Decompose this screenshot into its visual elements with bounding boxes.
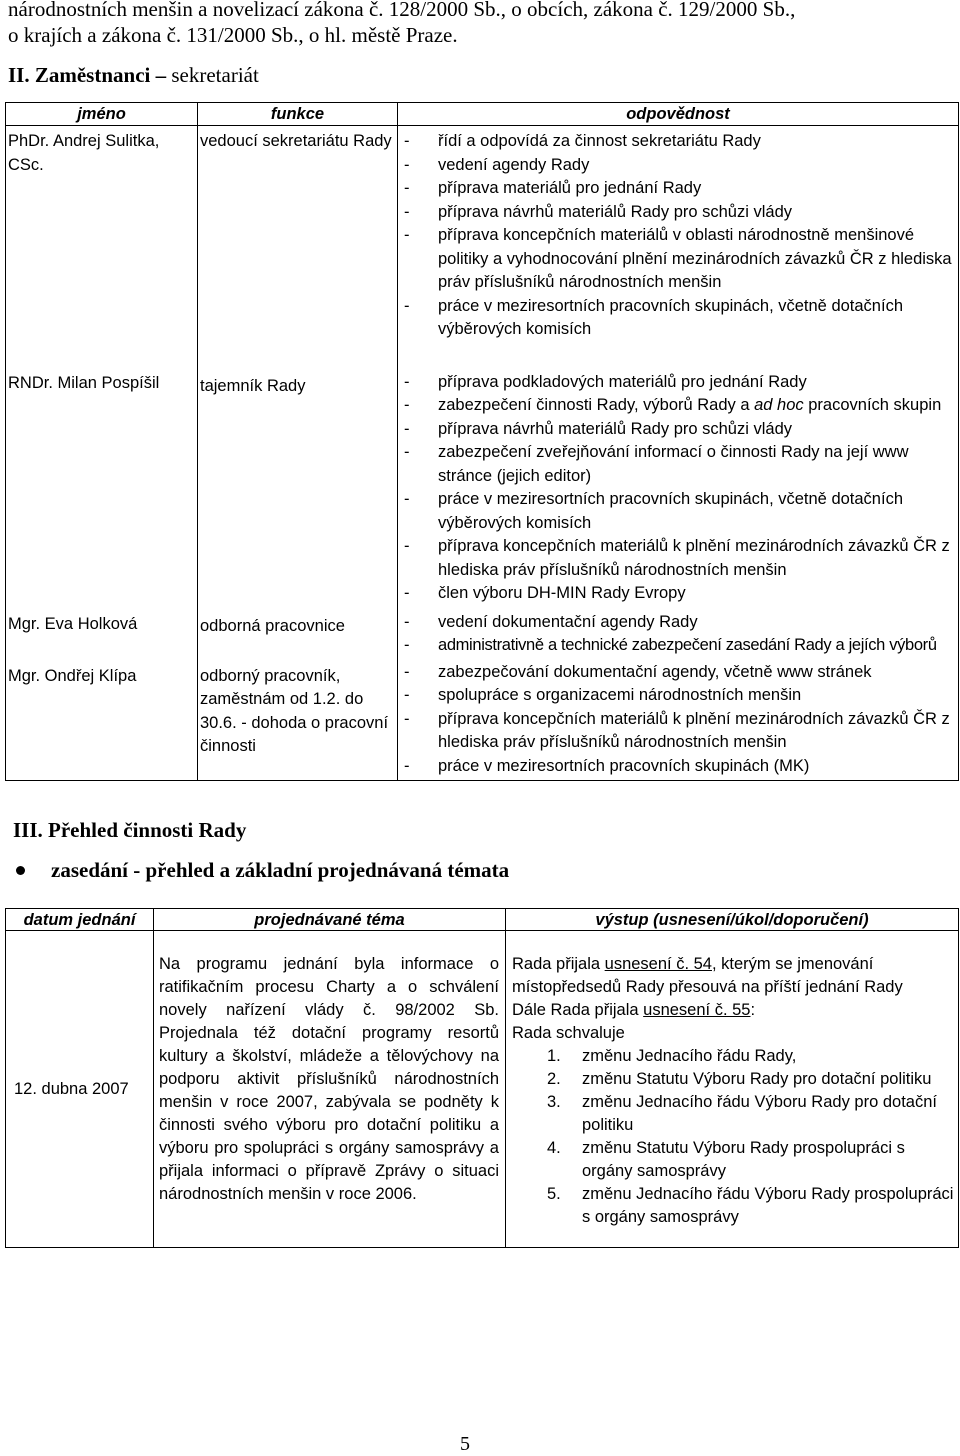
section-heading-staff <box>8 62 259 88</box>
staff-function: odborný pracovník, zaměstnám od 1.2. do 30.6. - dohoda o pracovní činnosti <box>198 659 398 781</box>
intro-line: o krajích a zákona č. 131/2000 Sb., o hl. městě Praze. <box>8 23 458 47</box>
duty-item: - příprava návrhů materiálů Rady pro schůzi vlády <box>398 201 958 225</box>
staff-name: Mgr. Eva Holková <box>6 609 198 659</box>
staff-duties <box>398 609 959 659</box>
meetings-table <box>5 908 959 1248</box>
table-header-row <box>6 909 959 931</box>
section-title-rest: sekretariát <box>171 63 259 87</box>
duty-item: - práce v meziresortních pracovních skupinách (MK) <box>398 755 958 779</box>
list-text: změnu Statutu Výboru Rady pro dotační politiku <box>582 1070 932 1088</box>
staff-name: Mgr. Ondřej Klípa <box>6 659 198 781</box>
table-row <box>6 126 959 369</box>
list-text: změnu Jednacího řádu Výboru Rady pro dotační politiku <box>582 1093 937 1134</box>
table-row <box>6 931 959 1248</box>
duty-item: - řídí a odpovídá za činnost sekretariátu Rady <box>398 130 958 154</box>
meeting-topic: Na programu jednání byla informace o ratifikačním procesu Charty a o schválení novely nařízení vlády č. 98/2002 Sb. Projednala též dotační programy resortů kultury a školství, mládeže a tělovýchovy na podporu aktivit příslušníků národnostních menšin v roce 2007, zabývala se podněty k činnosti svého výboru pro dotační politiku a výboru pro spolupráci s orgány samosprávy a přijala informaci o přípravě Zprávy o situaci národnostních menšin v roce 2006. <box>154 931 506 1248</box>
duty-item: - práce v meziresortních pracovních skupinách, včetně dotačních výběrových komisích <box>398 488 958 535</box>
list-text: změnu Jednacího řádu Výboru Rady prospolupráci s orgány samosprávy <box>582 1185 954 1226</box>
list-number: 4. <box>547 1139 561 1157</box>
output-text: , kterým se jmenování místopředsedů Rady přesouvá na příští jednání Rady <box>512 955 903 996</box>
output-paragraph: Rada schvaluje <box>512 1024 625 1042</box>
table-row <box>6 659 959 781</box>
output-paragraph <box>512 999 954 1022</box>
staff-function: tajemník Rady <box>198 369 398 609</box>
staff-function: odborná pracovnice <box>198 609 398 659</box>
duty-item: - administrativně a technické zabezpečení zasedání Rady a jejích výborů <box>398 634 958 658</box>
staff-duties <box>398 126 959 369</box>
duty-item: - vedení agendy Rady <box>398 154 958 178</box>
duty-item: - příprava koncepčních materiálů k plnění mezinárodních závazků ČR z hlediska práv příslušníků národnostních menšin <box>398 535 958 582</box>
meeting-output <box>506 931 959 1248</box>
duty-item: - zabezpečení zveřejňování informací o činnosti Rady na její www stránce (jejich editor) <box>398 441 958 488</box>
duty-item: - příprava koncepčních materiálů v oblasti národnostně menšinové politiky a vyhodnocování plnění mezinárodních závazků ČR z hlediska práv příslušníků národnostních menšin <box>398 224 958 295</box>
column-header: funkce <box>198 103 398 126</box>
list-number: 2. <box>547 1070 561 1088</box>
page-number: 5 <box>460 1433 470 1455</box>
intro-line: národnostních menšin a novelizací zákona č. 128/2000 Sb., o obcích, zákona č. 129/2000 Sb., <box>8 0 796 21</box>
column-header: výstup (usnesení/úkol/doporučení) <box>506 909 959 931</box>
list-item <box>512 1183 954 1229</box>
table-row <box>6 609 959 659</box>
approved-list <box>512 1045 954 1229</box>
section-heading-activity: III. Přehled činnosti Rady <box>13 818 247 842</box>
duty-item: - příprava podkladových materiálů pro jednání Rady <box>398 371 958 395</box>
list-item <box>512 1137 954 1183</box>
output-text: : <box>750 1001 756 1019</box>
section-dash: – <box>155 63 167 87</box>
list-text: změnu Jednacího řádu Rady, <box>582 1047 797 1065</box>
duty-item: - člen výboru DH-MIN Rady Evropy <box>398 582 958 606</box>
resolution-link[interactable]: usnesení č. 55 <box>643 1001 751 1019</box>
duty-item: - spolupráce s organizacemi národnostních menšin <box>398 684 958 708</box>
list-number: 3. <box>547 1093 561 1111</box>
list-item <box>512 1045 954 1068</box>
table-header-row <box>6 103 959 126</box>
resolution-link[interactable]: usnesení č. 54 <box>604 955 712 973</box>
list-text: změnu Statutu Výboru Rady prospolupráci s orgány samosprávy <box>582 1139 905 1180</box>
intro-paragraph <box>8 0 948 48</box>
output-text: Dále Rada přijala <box>512 1001 644 1019</box>
staff-duties <box>398 369 959 609</box>
list-item <box>512 1091 954 1137</box>
column-header: datum jednání <box>6 909 154 931</box>
staff-duties <box>398 659 959 781</box>
duty-item: - příprava návrhů materiálů Rady pro schůzi vlády <box>398 418 958 442</box>
output-text: Rada přijala <box>512 955 605 973</box>
duty-item: - příprava koncepčních materiálů k plnění mezinárodních závazků ČR z hlediska práv příslušníků národnostních menšin <box>398 708 958 755</box>
section-number: II. <box>8 63 30 87</box>
meeting-date: 12. dubna 2007 <box>6 931 154 1248</box>
bullet-icon <box>16 866 25 875</box>
duty-item: - příprava materiálů pro jednání Rady <box>398 177 958 201</box>
staff-name: PhDr. Andrej Sulitka, CSc. <box>6 126 198 369</box>
staff-table <box>5 102 959 781</box>
section-title-bold: Zaměstnanci <box>34 63 151 87</box>
list-number: 5. <box>547 1185 561 1203</box>
subheading <box>8 858 509 883</box>
column-header: odpovědnost <box>398 103 959 126</box>
staff-name: RNDr. Milan Pospíšil <box>6 369 198 609</box>
list-number: 1. <box>547 1047 561 1065</box>
subheading-text: zasedání - přehled a základní projednávaná témata <box>51 858 510 882</box>
staff-function: vedoucí sekretariátu Rady <box>198 126 398 369</box>
duty-item: - práce v meziresortních pracovních skupinách, včetně dotačních výběrových komisích <box>398 295 958 342</box>
duty-item: - zabezpečování dokumentační agendy, včetně www stránek <box>398 661 958 685</box>
duty-item: - zabezpečení činnosti Rady, výborů Rady a ad hoc pracovních skupin <box>398 394 958 418</box>
column-header: jméno <box>6 103 198 126</box>
duty-item: - vedení dokumentační agendy Rady <box>398 611 958 635</box>
list-item <box>512 1068 954 1091</box>
table-row <box>6 369 959 609</box>
output-paragraph <box>512 953 954 999</box>
column-header: projednávané téma <box>154 909 506 931</box>
